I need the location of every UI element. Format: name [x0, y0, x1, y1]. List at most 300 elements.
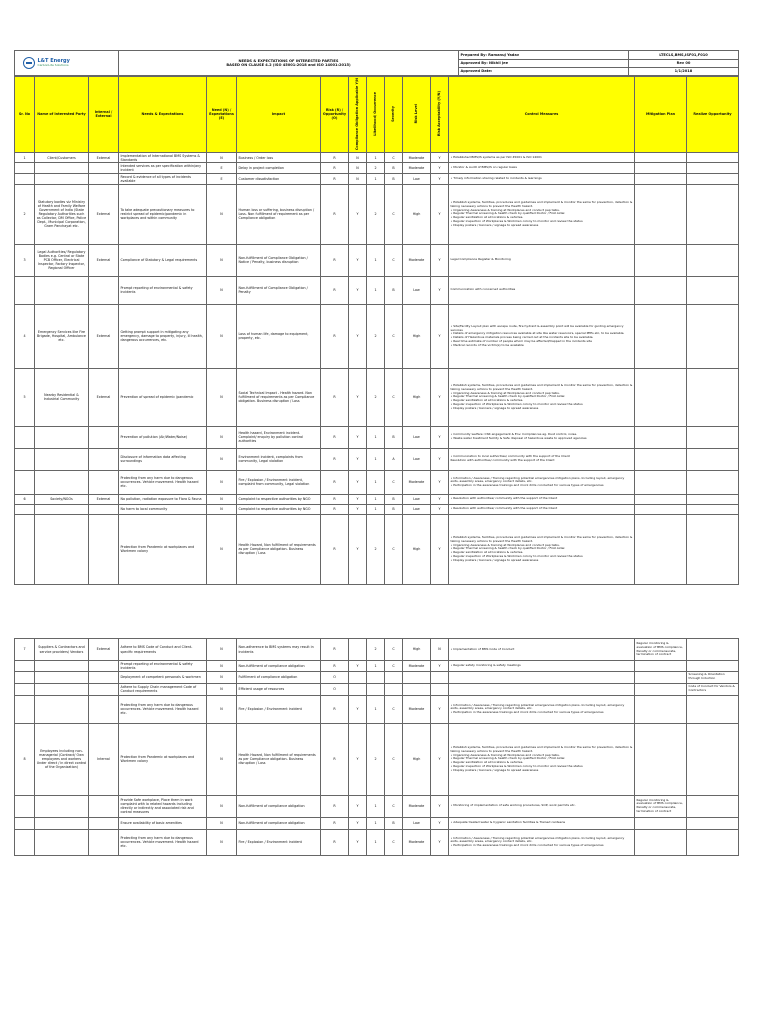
realize-opportunity-cell [687, 695, 739, 723]
party-cell [35, 671, 89, 683]
compliance-cell: Y [349, 504, 367, 514]
mitigation-plan-cell [635, 514, 687, 584]
compliance-cell: Y [349, 368, 367, 426]
need-expectation-cell: N [207, 184, 237, 244]
table-row [15, 470, 739, 494]
sr-no-cell: 1 [15, 152, 35, 163]
realize-opportunity-cell [687, 152, 739, 163]
mitigation-plan-cell [635, 368, 687, 426]
risk-level-cell: Low [403, 817, 431, 829]
severity-cell: C [385, 661, 403, 672]
risk-acceptability-cell: Y [431, 795, 449, 817]
impact-cell: Efficient usage of resources [237, 683, 321, 695]
need-expectation-cell: N [207, 368, 237, 426]
impact-cell: Delay in project completion [237, 163, 321, 174]
risk-opportunity-cell: R [321, 426, 349, 448]
party-cell [35, 163, 89, 174]
risk-opportunity-cell: R [321, 163, 349, 174]
internal-external-cell [89, 829, 119, 855]
severity-cell: C [385, 639, 403, 661]
risk-acceptability-cell [431, 671, 449, 683]
needs-cell: Prompt reporting of environmental & safety incidents [119, 276, 207, 304]
risk-opportunity-cell: O [321, 671, 349, 683]
severity-cell: B [385, 494, 403, 504]
realize-opportunity-cell [687, 276, 739, 304]
party-cell [35, 504, 89, 514]
likelihood-cell: 1 [367, 448, 385, 470]
mitigation-plan-cell: Regular monitoring & evaluation of BMS compliance, Penalty or commensurate, termination of contract [635, 795, 687, 817]
risk-acceptability-cell: Y [431, 504, 449, 514]
party-cell [35, 448, 89, 470]
needs-cell: Protecting from any harm due to dangerous occurrences. Vehicle movement. Health hazard etc. [119, 829, 207, 855]
impact-cell: Non-fulfillment of Compliance Obligation / Notice / Penalty, business disruption [237, 244, 321, 276]
compliance-cell: Y [349, 470, 367, 494]
mitigation-plan-cell [635, 661, 687, 672]
likelihood-cell: 1 [367, 695, 385, 723]
sr-no-cell [15, 671, 35, 683]
likelihood-cell: 1 [367, 504, 385, 514]
control-measures-cell: • Resolution with authorities/ community with the support of the Client [449, 494, 635, 504]
sr-no-cell: 4 [15, 304, 35, 368]
severity-cell: C [385, 723, 403, 795]
party-cell [35, 817, 89, 829]
mitigation-plan-cell [635, 304, 687, 368]
realize-opportunity-cell [687, 174, 739, 185]
risk-acceptability-cell: Y [431, 304, 449, 368]
mitigation-plan-cell [635, 448, 687, 470]
company-name: L&T Energy [37, 58, 70, 65]
risk-opportunity-cell: R [321, 639, 349, 661]
mitigation-plan-cell [635, 184, 687, 244]
sr-no-cell: 7 [15, 639, 35, 661]
risk-opportunity-cell: R [321, 174, 349, 185]
realize-opportunity-cell [687, 426, 739, 448]
risk-acceptability-cell: Y [431, 244, 449, 276]
table-row [15, 304, 739, 368]
need-expectation-cell: N [207, 817, 237, 829]
sr-no-cell: 6 [15, 494, 35, 504]
needs-cell: Protecting from any harm due to dangerous occurrences. Vehicle movement. Health hazard etc. [119, 695, 207, 723]
risk-level-cell [403, 671, 431, 683]
severity-cell: C [385, 152, 403, 163]
risk-level-cell: Moderate [403, 152, 431, 163]
needs-cell: Ensure availability of basic amenities [119, 817, 207, 829]
control-measures-cell: • Resolution with authorities/ community with the support of the Client [449, 504, 635, 514]
compliance-cell: Y [349, 494, 367, 504]
needs-cell: Prevention of pollution (Air/Water/Noise) [119, 426, 207, 448]
likelihood-cell: 2 [367, 639, 385, 661]
impact-cell: Non-fulfillment of compliance obligation [237, 661, 321, 672]
need-expectation-cell: N [207, 504, 237, 514]
sr-no-cell [15, 661, 35, 672]
party-cell: Statutory bodies viz Ministry of Health and Family Welfare Government of India (State Regulatory Authorities such as Collector, DM Office, Police Dept., Municipal Corporation, Gram Panchayat etc. [35, 184, 89, 244]
need-expectation-cell: N [207, 661, 237, 672]
needs-cell: Intended services as per specification within/any incident [119, 163, 207, 174]
need-expectation-cell: N [207, 276, 237, 304]
document-title: NEEDS & EXPECTATIONS OF INTERESTED PARTIES BASED ON CLAUSE 4.2 (ISO 45001:2018 and ISO 14001:2015) [119, 51, 459, 76]
control-measures-cell: • Site/Facility Layout plan with escape route, fire hydrant & assembly point will be available for guiding emergency services • Details of emergency mitigation resources available at site like water reservoirs, special PPEs etc, to be available. • Details of Hazardous materials process being carried out at the incidents site to be available. • Real time estimate of number of people whom may be affected/trapped in the incidents site • Medical records of the victim(s) to be available [449, 304, 635, 368]
realize-opportunity-cell [687, 448, 739, 470]
realize-opportunity-cell [687, 504, 739, 514]
risk-acceptability-cell: Y [431, 448, 449, 470]
likelihood-cell: 1 [367, 795, 385, 817]
table-row [15, 723, 739, 795]
realize-opportunity-cell [687, 470, 739, 494]
sr-no-cell [15, 174, 35, 185]
internal-external-cell: External [89, 244, 119, 276]
risk-acceptability-cell: Y [431, 661, 449, 672]
control-measures-cell: • Regular safety monitoring & safety meetings [449, 661, 635, 672]
column-header: Needs & Expectations [119, 77, 207, 153]
risk-level-cell: Low [403, 174, 431, 185]
sr-no-cell [15, 426, 35, 448]
party-cell [35, 470, 89, 494]
compliance-cell: Y [349, 184, 367, 244]
mitigation-plan-cell [635, 671, 687, 683]
risk-level-cell [403, 683, 431, 695]
party-cell [35, 661, 89, 672]
column-header: Sr. No [15, 77, 35, 153]
table-row [15, 661, 739, 672]
risk-level-cell: High [403, 639, 431, 661]
severity-cell: B [385, 163, 403, 174]
likelihood-cell: 1 [367, 152, 385, 163]
impact-cell: Non-fulfillment of compliance obligation [237, 817, 321, 829]
needs-cell: Prevention of spread of epidemic /pandemic [119, 368, 207, 426]
impact-cell: Fire / Explosion / Environment incident, complaint from community, Legal violation [237, 470, 321, 494]
control-measures-cell: • Establish systems, facilities, procedures and guidelines and implement & monitor the same for prevention, detection & taking necessary actions to prevent the Health hazard. • Organizing Awareness & training at Workplaces and conduct pep talks. • Regular Thermal screening & health check by qualified Doctor / First Aider. • Regular sanitization at all locations & vehicles. • Regular inspection of Workplaces & Workmen colony to monitor and review the status • Display posters / banners / signage to spread awareness [449, 368, 635, 426]
column-header: Control Measures [449, 77, 635, 153]
internal-external-cell: External [89, 368, 119, 426]
risk-level-cell: Low [403, 276, 431, 304]
need-expectation-cell: N [207, 723, 237, 795]
needs-cell: No pollution, radiation exposure to Flora & Fauna [119, 494, 207, 504]
table-row [15, 795, 739, 817]
internal-external-cell: External [89, 152, 119, 163]
risk-opportunity-cell: R [321, 152, 349, 163]
compliance-cell: Y [349, 723, 367, 795]
party-cell: Nearby Residential & Industrial Community [35, 368, 89, 426]
mitigation-plan-cell [635, 276, 687, 304]
need-expectation-cell: N [207, 304, 237, 368]
severity-cell: B [385, 426, 403, 448]
needs-cell: Disclosure of information data affecting surroundings [119, 448, 207, 470]
sr-no-cell [15, 514, 35, 584]
sr-no-cell [15, 829, 35, 855]
risk-level-cell: Moderate [403, 695, 431, 723]
table-row [15, 426, 739, 448]
internal-external-cell [89, 163, 119, 174]
compliance-cell: Y [349, 795, 367, 817]
risk-opportunity-cell: R [321, 514, 349, 584]
sheet-footnote [16, 569, 17, 572]
internal-external-cell: External [89, 639, 119, 661]
lt-logo-icon [23, 57, 35, 69]
risk-level-cell: Low [403, 494, 431, 504]
control-measures-cell: • Establish systems, facilities, procedures and guidelines and implement & monitor the same for prevention, detection & taking necessary actions to prevent the Health hazard. • Organizing Awareness & training at Workplaces and conduct pep talks. • Regular Thermal screening & health check by qualified Doctor / First Aider. • Regular sanitization at all locations & vehicles. • Regular inspection of Workplaces & Workmen colony to monitor and review the status • Display posters / banners / signage to spread awareness [449, 514, 635, 584]
risk-acceptability-cell: Y [431, 514, 449, 584]
mitigation-plan-cell [635, 683, 687, 695]
severity-cell: C [385, 795, 403, 817]
table-row [15, 152, 739, 163]
control-measures-cell [449, 683, 635, 695]
doc-date: 1/1/2018 [629, 68, 739, 76]
compliance-cell: Y [349, 426, 367, 448]
risk-acceptability-cell: Y [431, 368, 449, 426]
control-measures-cell: Communication with concerned authorities [449, 276, 635, 304]
likelihood-cell [367, 683, 385, 695]
mitigation-plan-cell [635, 174, 687, 185]
sheet-page-1 [14, 50, 738, 585]
internal-external-cell [89, 504, 119, 514]
realize-opportunity-cell [687, 163, 739, 174]
severity-cell: C [385, 244, 403, 276]
control-measures-cell: • Established BMS/IS systems as per ISO 45001 & ISO 14001 [449, 152, 635, 163]
sr-no-cell [15, 817, 35, 829]
control-measures-cell: • Information / Awareness / Training regarding potential emergencies mitigation plans. Including layout, emergency exits, assembly areas, emergency contact details, etc. • Participation in the awareness trainings and mock drills conducted for various types of emergencies [449, 829, 635, 855]
likelihood-cell: 1 [367, 426, 385, 448]
party-cell [35, 426, 89, 448]
table-row [15, 683, 739, 695]
sr-no-cell [15, 504, 35, 514]
need-expectation-cell: N [207, 152, 237, 163]
needs-cell: Compliance of Statutory & Legal requirements [119, 244, 207, 276]
impact-cell: Business / Order loss [237, 152, 321, 163]
table-row [15, 494, 739, 504]
need-expectation-cell: N [207, 448, 237, 470]
control-measures-cell: • Establish systems, facilities, procedures and guidelines and implement & monitor the same for prevention, detection & taking necessary actions to prevent the Health hazard. • Organizing Awareness & training at Workplaces and conduct pep talks. • Regular Thermal screening & health check by qualified Doctor / First Aider. • Regular sanitization at all locations & vehicles. • Regular inspection of Workplaces & Workmen colony to monitor and review the status • Display posters / banners / signage to spread awareness [449, 184, 635, 244]
risk-acceptability-cell: Y [431, 163, 449, 174]
sr-no-cell [15, 448, 35, 470]
control-measures-cell: • Monitoring of implementation of safe working procedures, SOP, work permits etc. [449, 795, 635, 817]
impact-cell: Health hazard, Environment incident. Complaint/ enquiry by pollution control authorities [237, 426, 321, 448]
party-cell: Employees including non-managerial (Contract/ Own employees and workers Under direct / in direct control of the Organization) [35, 723, 89, 795]
approved-by: Approved By: Nikhil jee [459, 60, 629, 68]
risk-opportunity-cell: R [321, 661, 349, 672]
internal-external-cell [89, 795, 119, 817]
likelihood-cell: 1 [367, 470, 385, 494]
risk-acceptability-cell [431, 683, 449, 695]
impact-cell: Fire / Explosion / Environment incident [237, 829, 321, 855]
likelihood-cell: 1 [367, 817, 385, 829]
mitigation-plan-cell [635, 504, 687, 514]
risk-acceptability-cell: Y [431, 695, 449, 723]
risk-level-cell: High [403, 723, 431, 795]
realize-opportunity-cell [687, 639, 739, 661]
severity-cell: C [385, 695, 403, 723]
impact-cell: Health Hazard, Non fulfillment of requirements as per Compliance obligation. Business disruption / Loss [237, 723, 321, 795]
needs-cell: No harm to local community [119, 504, 207, 514]
need-expectation-cell: E [207, 163, 237, 174]
needs-cell: Protecting from any harm due to dangerous occurrences. Vehicle movement. Health hazard etc. [119, 470, 207, 494]
realize-opportunity-cell [687, 304, 739, 368]
needs-cell: Deployment of competent personals & workmen [119, 671, 207, 683]
party-cell [35, 695, 89, 723]
compliance-cell: Y [349, 448, 367, 470]
mitigation-plan-cell: Regular monitoring & evaluation of BMS compliance, Penalty or commensurate, termination of contract [635, 639, 687, 661]
impact-cell: Human loss or suffering, business disruption / Loss. Non fulfillment of requirement as per Compliance obligation [237, 184, 321, 244]
compliance-cell: Y [349, 695, 367, 723]
control-measures-cell: • Timely information sharing related to incidents & learnings [449, 174, 635, 185]
risk-opportunity-cell: R [321, 817, 349, 829]
severity-cell [385, 671, 403, 683]
internal-external-cell [89, 683, 119, 695]
risk-level-cell: Low [403, 504, 431, 514]
column-header: Mitigation Plan [635, 77, 687, 153]
severity-cell: C [385, 514, 403, 584]
mitigation-plan-cell [635, 695, 687, 723]
control-measures-cell: • Adequate treated water & hygienic sanitation facilities & Trained canteens [449, 817, 635, 829]
realize-opportunity-cell: Screening & Orientation through Induction [687, 671, 739, 683]
impact-cell: Fire / Explosion / Environment incident [237, 695, 321, 723]
impact-cell: Complaint to respective authorities by NGO [237, 494, 321, 504]
column-header: Realize Opportunity [687, 77, 739, 153]
mitigation-plan-cell [635, 494, 687, 504]
column-header: Risk (R) / Opportunity (O) [321, 77, 349, 153]
need-expectation-cell: E [207, 174, 237, 185]
compliance-cell: N [349, 174, 367, 185]
table-row [15, 695, 739, 723]
severity-cell: B [385, 504, 403, 514]
severity-cell: C [385, 470, 403, 494]
needs-cell: Provide Safe workplace, Place them in work complaint with lo related hazards including directly or indirectly and associated risk and control measures [119, 795, 207, 817]
control-measures-cell: • Information / Awareness / Training regarding potential emergencies mitigation plans. Including layout, emergency exits, assembly areas, emergency contact details, etc. • Participation in the awareness trainings and mock drills conducted for various types of emergencies [449, 695, 635, 723]
internal-external-cell [89, 661, 119, 672]
impact-cell: Complaint to respective authorities by NGO [237, 504, 321, 514]
header-table [14, 50, 739, 76]
risk-opportunity-cell: R [321, 184, 349, 244]
likelihood-cell: 1 [367, 829, 385, 855]
risk-acceptability-cell: Y [431, 426, 449, 448]
internal-external-cell [89, 514, 119, 584]
realize-opportunity-cell: Code of Conduct for Vendors & Contractors [687, 683, 739, 695]
likelihood-cell: 1 [367, 276, 385, 304]
mitigation-plan-cell [635, 152, 687, 163]
need-expectation-cell: N [207, 829, 237, 855]
compliance-cell: N [349, 163, 367, 174]
impact-cell: Social Technical Impact - Health hazard. Non fulfillment of requirements as per Compliance obligation. Business disruption / Loss [237, 368, 321, 426]
likelihood-cell: 1 [367, 494, 385, 504]
prepared-by: Prepared By: Ramanuj Yadav [459, 51, 629, 60]
risk-acceptability-cell: Y [431, 174, 449, 185]
risk-opportunity-cell: R [321, 276, 349, 304]
needs-cell: Protection from Pandemic at workplaces and Workmen colony [119, 723, 207, 795]
need-expectation-cell: N [207, 470, 237, 494]
risk-acceptability-cell: N [431, 639, 449, 661]
impact-cell: Environment incident, complaints from community, Legal violation [237, 448, 321, 470]
risk-level-cell: Low [403, 426, 431, 448]
internal-external-cell [89, 470, 119, 494]
internal-external-cell [89, 448, 119, 470]
compliance-cell: Y [349, 817, 367, 829]
impact-cell: Loss of human life, damage to equipment, property, etc. [237, 304, 321, 368]
risk-level-cell: Low [403, 448, 431, 470]
need-expectation-cell: N [207, 639, 237, 661]
sr-no-cell: 3 [15, 244, 35, 276]
control-measures-cell [449, 671, 635, 683]
need-expectation-cell: N [207, 671, 237, 683]
compliance-cell: Y [349, 244, 367, 276]
needs-cell: Getting prompt support in mitigating any emergency, damage to property, injury, ill health, dangerous occurrences, etc. [119, 304, 207, 368]
risk-opportunity-cell: R [321, 829, 349, 855]
internal-external-cell [89, 426, 119, 448]
realize-opportunity-cell [687, 723, 739, 795]
risk-acceptability-cell: Y [431, 723, 449, 795]
sheet-page-2 [14, 638, 738, 856]
needs-cell: Protection from Pandemic at workplaces and Workmen colony [119, 514, 207, 584]
risk-acceptability-cell: Y [431, 817, 449, 829]
severity-cell: C [385, 829, 403, 855]
needs-cell: Adhere to BMS Code of Conduct and Client-specific requirements [119, 639, 207, 661]
risk-acceptability-cell: Y [431, 152, 449, 163]
impact-cell: Non-fulfillment of Compliance Obligation / Penalty [237, 276, 321, 304]
sr-no-cell [15, 683, 35, 695]
sr-no-cell: 8 [15, 723, 35, 795]
likelihood-cell: 2 [367, 514, 385, 584]
risk-level-cell: High [403, 304, 431, 368]
party-cell [35, 795, 89, 817]
party-cell [35, 174, 89, 185]
control-measures-cell: • Communication to local authorities/ community with the support of the Client Resolution with authorities/ community with the support of the Client [449, 448, 635, 470]
risk-opportunity-cell: R [321, 494, 349, 504]
sr-no-cell [15, 163, 35, 174]
column-header: Impact [237, 77, 321, 153]
realize-opportunity-cell [687, 817, 739, 829]
realize-opportunity-cell [687, 494, 739, 504]
mitigation-plan-cell [635, 723, 687, 795]
impact-cell: Customer dissatisfaction [237, 174, 321, 185]
risk-opportunity-cell: R [321, 368, 349, 426]
risk-level-cell: Moderate [403, 244, 431, 276]
needs-cell: Adhere to Supply Chain management Code of Conduct requirements [119, 683, 207, 695]
compliance-cell: Y [349, 304, 367, 368]
likelihood-cell: 1 [367, 244, 385, 276]
sr-no-cell: 2 [15, 184, 35, 244]
control-measures-cell: • Monitor & Audit of BMS/IS on regular basis [449, 163, 635, 174]
table-row [15, 817, 739, 829]
risk-level-cell: Moderate [403, 163, 431, 174]
internal-external-cell: External [89, 184, 119, 244]
table-row [15, 639, 739, 661]
sr-no-cell: 5 [15, 368, 35, 426]
table-row [15, 174, 739, 185]
risk-acceptability-cell: Y [431, 494, 449, 504]
severity-cell: B [385, 817, 403, 829]
needs-cell: To take adequate precautionary measures to restrict spread of epidemic/pandemic in workplaces and within community [119, 184, 207, 244]
party-cell: Society/NGOs [35, 494, 89, 504]
column-header: Compliance Obligation Applicable Y/N [349, 77, 367, 153]
mitigation-plan-cell [635, 829, 687, 855]
party-cell: Suppliers & Contractors and service providers/ Vendors [35, 639, 89, 661]
severity-cell: C [385, 184, 403, 244]
need-expectation-cell: N [207, 426, 237, 448]
severity-cell: A [385, 448, 403, 470]
need-expectation-cell: N [207, 795, 237, 817]
party-cell: Legal Authorities/ Regulatory Bodies e.g. Central or State PCB Officer, Electrical Inspector, Factory Inspector, Regional Officer [35, 244, 89, 276]
likelihood-cell: 2 [367, 163, 385, 174]
sr-no-cell [15, 276, 35, 304]
risk-opportunity-cell: R [321, 795, 349, 817]
severity-cell: C [385, 304, 403, 368]
need-expectation-cell: N [207, 494, 237, 504]
need-expectation-cell: N [207, 514, 237, 584]
mitigation-plan-cell [635, 470, 687, 494]
party-cell [35, 683, 89, 695]
compliance-cell [349, 683, 367, 695]
need-expectation-cell: N [207, 683, 237, 695]
company-subtitle: CarbonLite Solutions [37, 63, 69, 68]
table-row [15, 244, 739, 276]
